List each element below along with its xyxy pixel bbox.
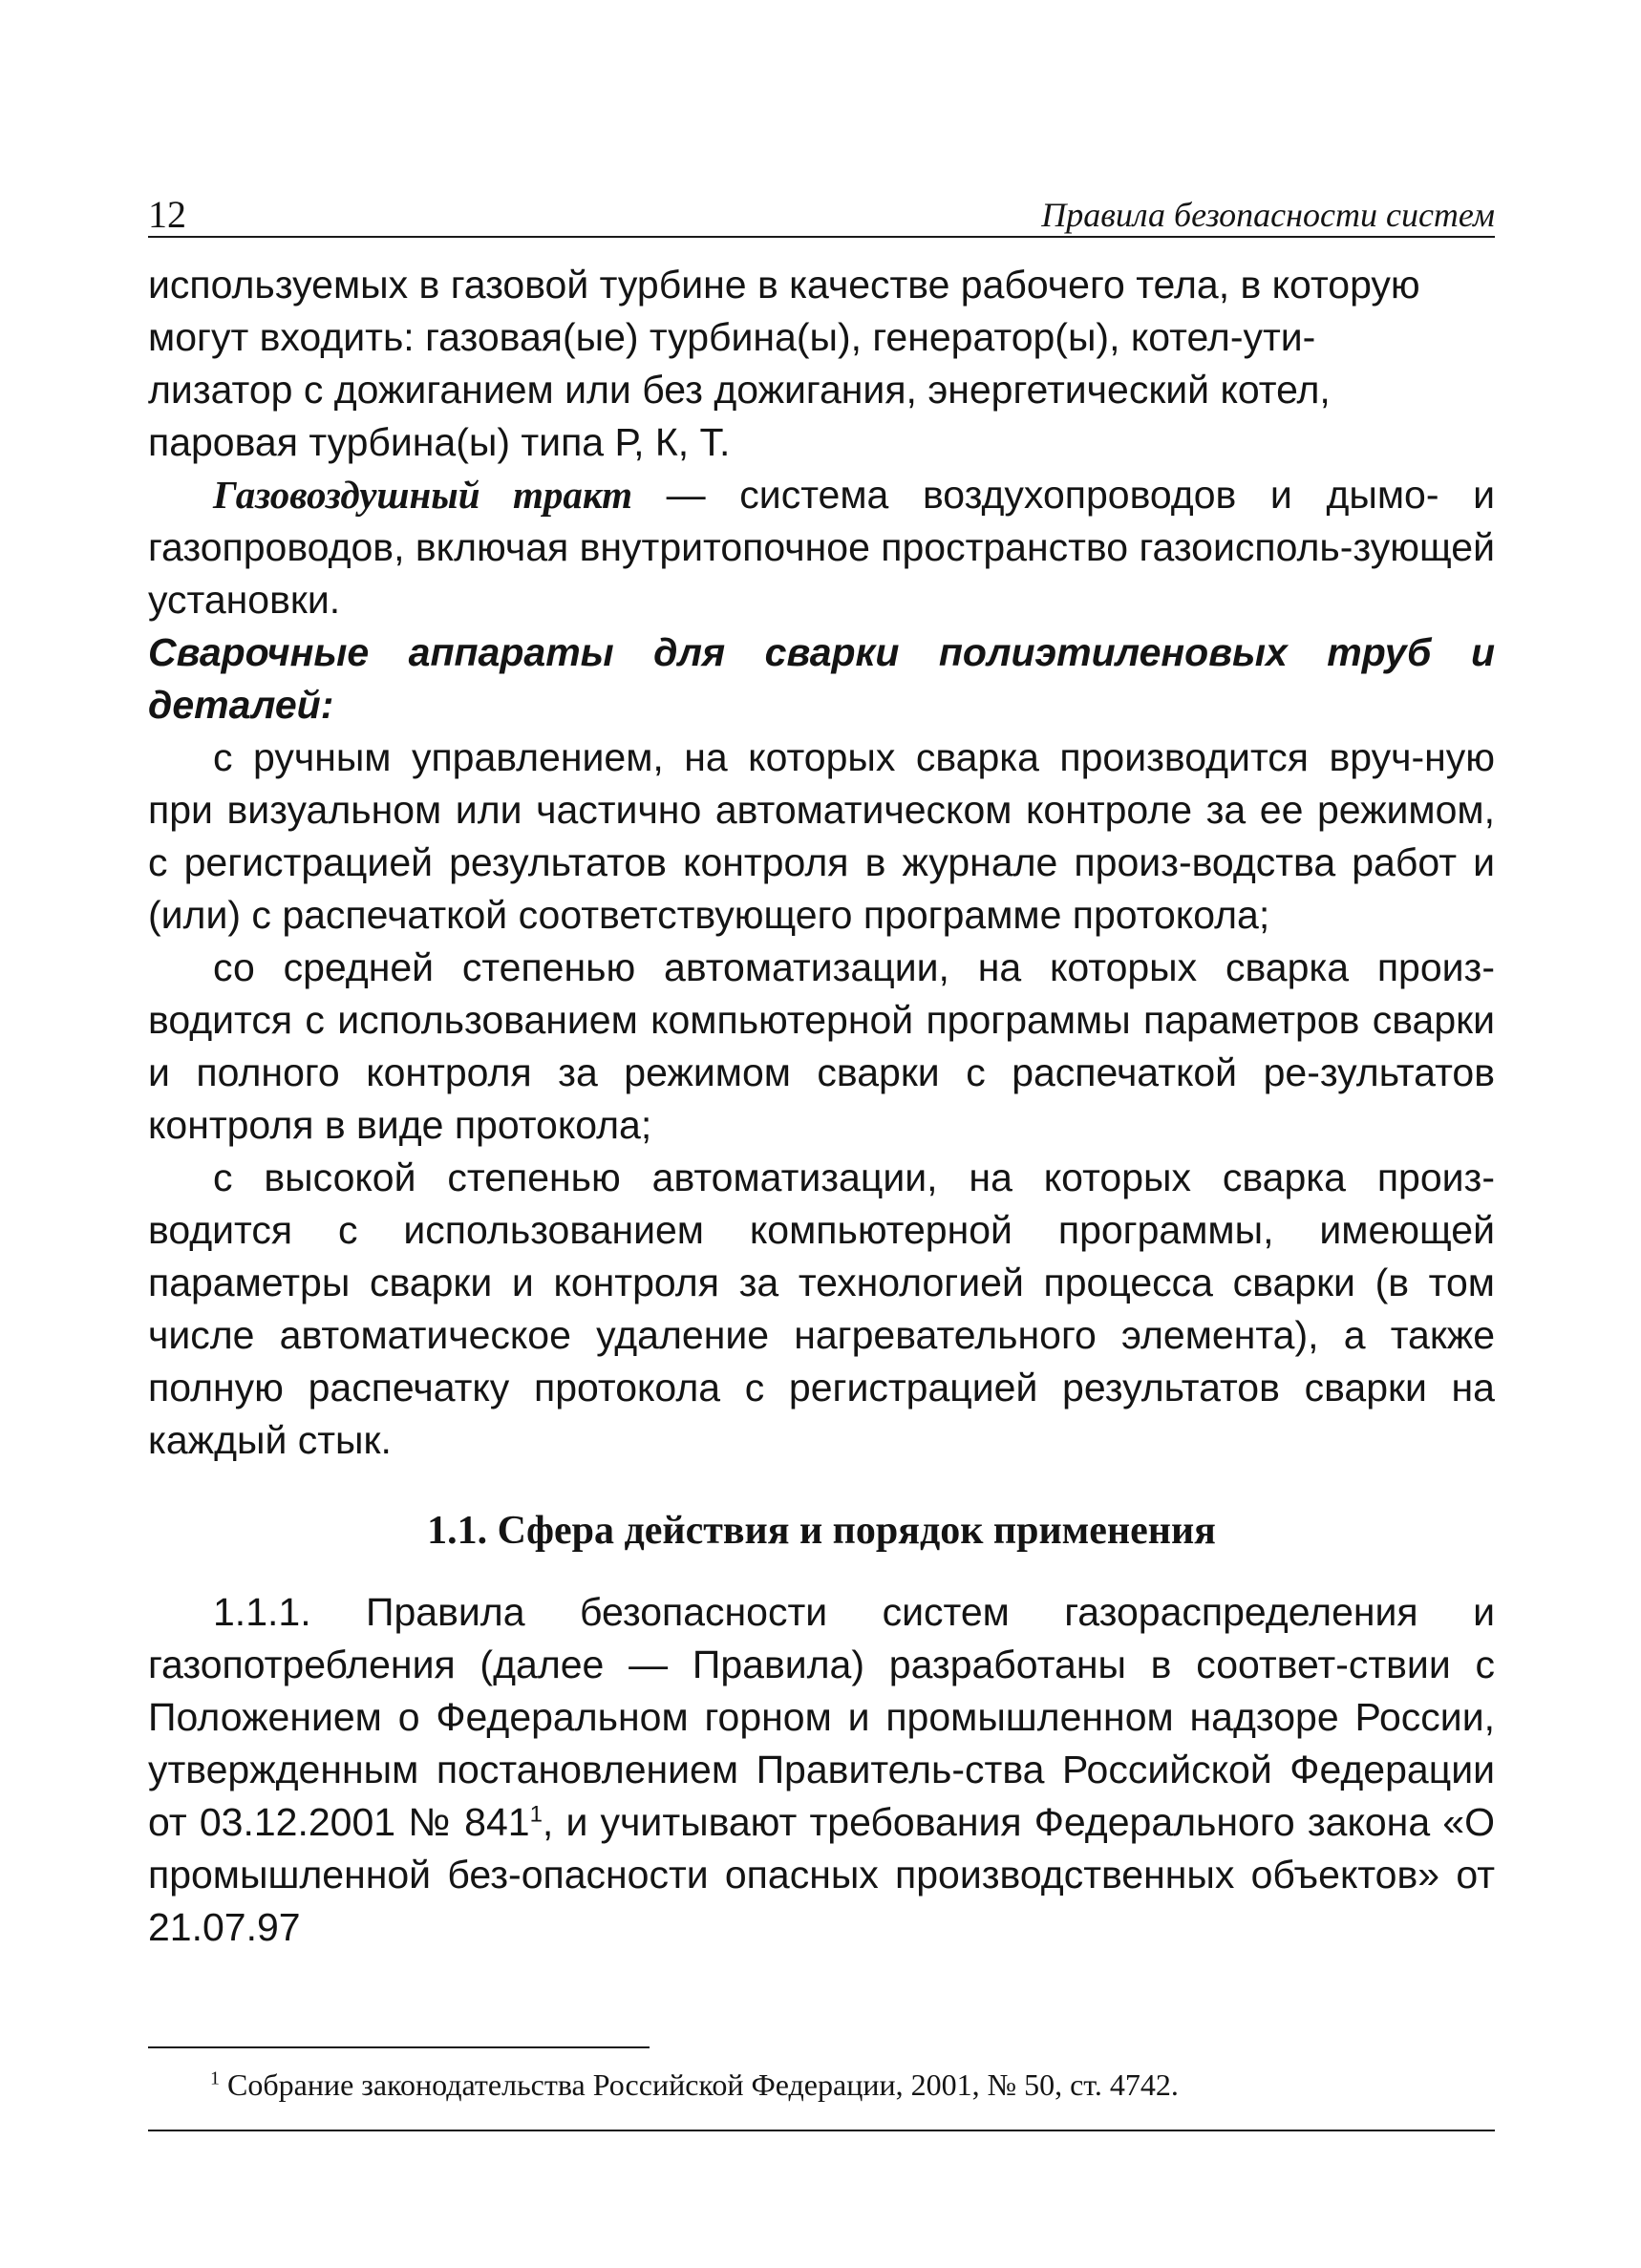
text-line: паровая турбина(ы) типа Р, К, Т.: [148, 420, 731, 464]
footnote-text: Собрание законодательства Российской Федерации, 2001, № 50, ст. 4742.: [220, 2067, 1179, 2102]
term-welding-machines: Сварочные аппараты для сварки полиэтиленовых труб и деталей:: [148, 630, 1495, 727]
footnote-mark: 1: [210, 2067, 220, 2089]
text-line: лизатор с дожиганием или без дожигания, энергетический котел,: [148, 368, 1331, 412]
footnote-reference: 1: [529, 1801, 543, 1828]
paragraph-1-1-1: [148, 1586, 1495, 1954]
paragraph-text-tail: , и учитывают требования Федерального закона «О промышленной без-опасности опасных производственных объектов» от 21.07.97: [148, 1800, 1495, 1949]
section-heading: 1.1. Сфера действия и порядок применения: [427, 1509, 1216, 1553]
footnote: [210, 2066, 1179, 2104]
body-text: [148, 259, 1495, 1954]
document-page: [148, 186, 1495, 1954]
paragraph-continued: [148, 259, 1495, 469]
text-line: используемых в газовой турбине в качестве рабочего тела, в которую: [148, 263, 1420, 307]
page-number: 12: [148, 193, 186, 236]
paragraph-high-automation: с высокой степенью автоматизации, на которых сварка произ-водится с использованием компьютерной программы, имеющей параметры сварки и контроля за технологией процесса сварки (в том числе автоматическое удаление нагревательного элемента), а также полную распечатку протокола с регистрацией результатов сварки на каждый стык.: [148, 1155, 1495, 1462]
running-header: [148, 186, 1495, 238]
text-line: могут входить: газовая(ые) турбина(ы), генератор(ы), котел-ути-: [148, 315, 1316, 359]
running-title: Правила безопасности систем: [1041, 196, 1495, 234]
term-gas-air-path: Газовоздушный тракт: [213, 473, 633, 517]
bottom-rule: [148, 2130, 1495, 2131]
definition-text: — система воздухопроводов и дымо- и газопроводов, включая внутритопочное пространство газоисполь-зующей установки.: [148, 473, 1496, 622]
paragraph-gas-air-path: [148, 469, 1495, 626]
footnote-separator: [148, 2046, 650, 2048]
paragraph-medium-automation: со средней степенью автоматизации, на которых сварка произ-водится с использованием компьютерной программы параметров сварки и полного контроля за режимом сварки с распечаткой ре-зультатов контроля в виде протокола;: [148, 945, 1495, 1147]
paragraph-text: 1.1.1. Правила безопасности систем газораспределения и газопотребления (далее — Правила) разработаны в соответ-ствии с Положением о Федеральном горном и промышленном надзоре России, утвержденным постановлением Правитель-ства Российской Федерации от 03.12.2001 № 841: [148, 1590, 1495, 1844]
paragraph-manual-control: с ручным управлением, на которых сварка производится вруч-ную при визуальном или частично автоматическом контроле за ее режимом, с регистрацией результатов контроля в журнале произ-водства работ и (или) с распечаткой соответствующего программе протокола;: [148, 735, 1495, 937]
